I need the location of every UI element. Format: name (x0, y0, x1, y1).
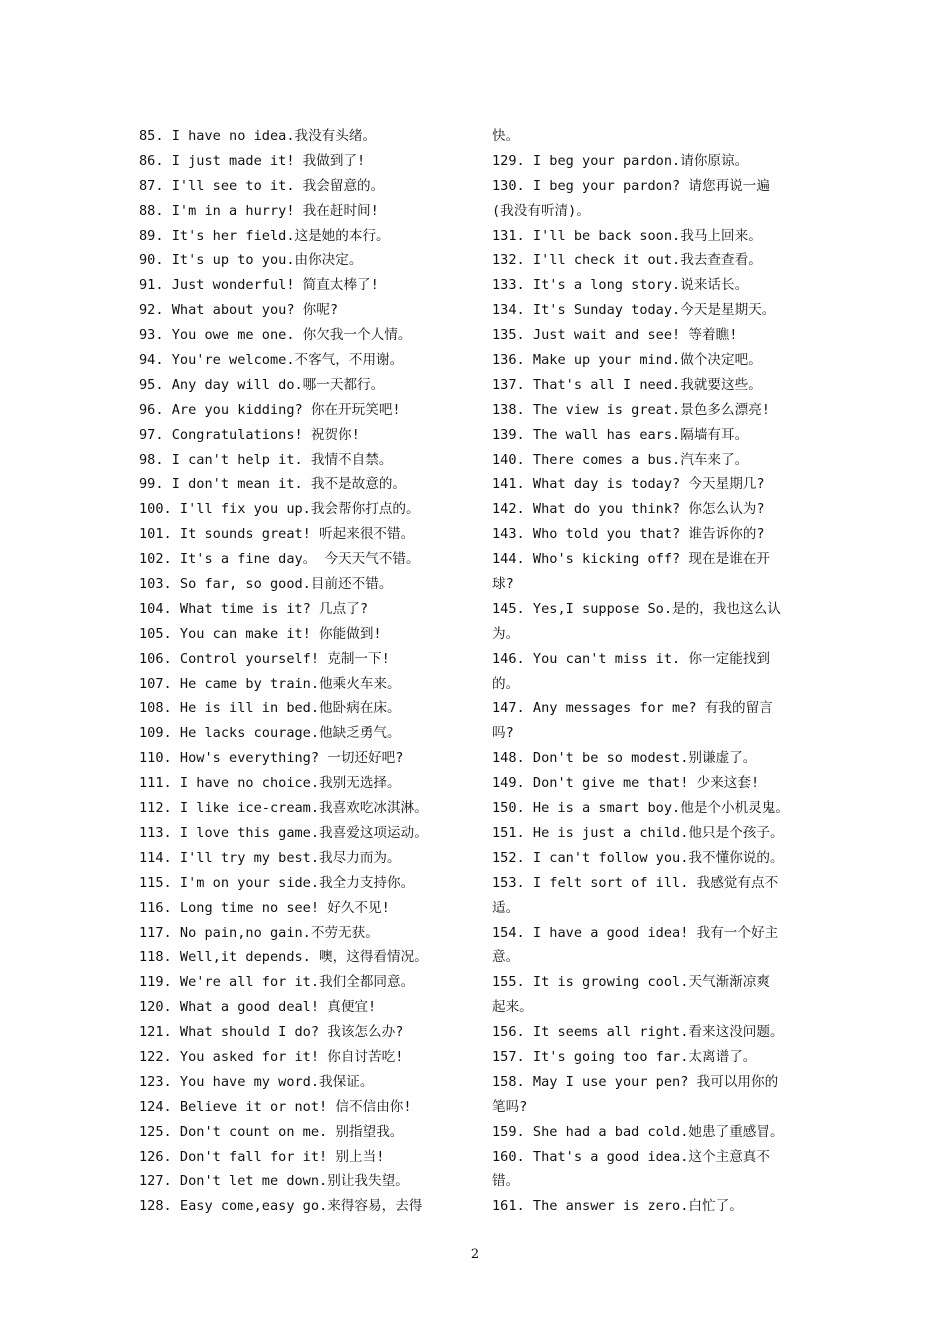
phrase-line: 120. What a good deal! 真便宜! (139, 999, 377, 1016)
phrase-line: 86. I just made it! 我做到了! (139, 152, 366, 169)
phrase-line: 为。 (492, 625, 520, 642)
phrase-line: 154. I have a good idea! 我有一个好主 (492, 924, 779, 941)
phrase-line: 91. Just wonderful! 简直太棒了! (139, 277, 379, 294)
page-number: 2 (470, 1247, 480, 1262)
phrase-line: 88. I'm in a hurry! 我在赶时间! (139, 202, 379, 219)
phrase-line: 97. Congratulations! 祝贺你! (139, 426, 360, 443)
phrase-line: (我没有听清)。 (492, 202, 590, 219)
phrase-line: 111. I have no choice.我别无选择。 (139, 775, 401, 792)
phrase-line: 131. I'll be back soon.我马上回来。 (492, 227, 762, 244)
phrase-line: 113. I love this game.我喜爱这项运动。 (139, 824, 428, 841)
phrase-line: 156. It seems all right.看来这没问题。 (492, 1024, 784, 1041)
phrase-line: 92. What about you? 你呢? (139, 302, 339, 319)
phrase-line: 122. You asked for it! 你自讨苦吃! (139, 1048, 404, 1065)
phrase-line: 114. I'll try my best.我尽力而为。 (139, 849, 401, 866)
phrase-line: 121. What should I do? 我该怎么办? (139, 1024, 404, 1041)
phrase-line: 快。 (492, 128, 520, 144)
phrase-line: 起来。 (492, 999, 533, 1016)
phrase-line: 148. Don't be so modest.别谦虚了。 (492, 750, 757, 767)
phrase-line: 吗? (492, 725, 514, 742)
phrase-line: 133. It's a long story.说来话长。 (492, 277, 749, 294)
phrase-line: 151. He is just a child.他只是个孩子。 (492, 824, 784, 841)
phrase-line: 145. Yes,I suppose So.是的，我也这么认 (492, 600, 781, 617)
phrase-line: 158. May I use your pen? 我可以用你的 (492, 1073, 779, 1090)
phrase-line: 105. You can make it! 你能做到! (139, 625, 382, 642)
phrase-line: 108. He is ill in bed.他卧病在床。 (139, 700, 401, 717)
phrase-line: 142. What do you think? 你怎么认为? (492, 501, 765, 518)
phrase-line: 117. No pain,no gain.不劳无获。 (139, 924, 379, 941)
phrase-line: 95. Any day will do.哪一天都行。 (139, 376, 385, 393)
phrase-line: 129. I beg your pardon.请你原谅。 (492, 152, 749, 169)
phrase-line: 140. There comes a bus.汽车来了。 (492, 451, 749, 468)
phrase-line: 155. It is growing cool.天气渐渐凉爽 (492, 974, 770, 991)
phrase-line: 116. Long time no see! 好久不见! (139, 899, 390, 916)
phrase-line: 143. Who told you that? 谁告诉你的? (492, 526, 765, 543)
phrase-line: 159. She had a bad cold.她患了重感冒。 (492, 1123, 784, 1140)
phrase-line: 124. Believe it or not! 信不信由你! (139, 1098, 412, 1115)
phrase-line: 135. Just wait and see! 等着瞧! (492, 327, 738, 344)
phrase-line: 160. That's a good idea.这个主意真不 (492, 1148, 770, 1165)
phrase-line: 119. We're all for it.我们全都同意。 (139, 974, 415, 991)
phrase-line: 104. What time is it? 几点了? (139, 600, 369, 617)
phrase-line: 94. You're welcome.不客气，不用谢。 (139, 352, 404, 369)
phrase-line: 85. I have no idea.我没有头绪。 (139, 128, 377, 144)
phrase-line: 适。 (492, 899, 520, 916)
phrase-line: 152. I can't follow you.我不懂你说的。 (492, 849, 784, 866)
phrase-line: 103. So far, so good.目前还不错。 (139, 576, 393, 593)
phrase-line: 130. I beg your pardon? 请您再说一遍 (492, 177, 770, 194)
phrase-line: 149. Don't give me that! 少来这套! (492, 775, 760, 792)
phrase-line: 意。 (492, 949, 520, 966)
phrase-line: 127. Don't let me down.别让我失望。 (139, 1173, 409, 1190)
phrase-line: 107. He came by train.他乘火车来。 (139, 675, 401, 692)
left-column (139, 124, 465, 1219)
phrase-line: 141. What day is today? 今天星期几? (492, 476, 765, 493)
right-column (492, 124, 818, 1219)
phrase-line: 118. Well,it depends. 噢，这得看情况。 (139, 949, 428, 966)
phrase-line: 错。 (492, 1173, 520, 1190)
phrase-line: 128. Easy come,easy go.来得容易，去得 (139, 1198, 423, 1215)
phrase-line: 153. I felt sort of ill. 我感觉有点不 (492, 874, 779, 891)
phrase-line: 136. Make up your mind.做个决定吧。 (492, 352, 762, 369)
phrase-line: 笔吗? (492, 1098, 528, 1115)
phrase-line: 150. He is a smart boy.他是个小机灵鬼。 (492, 800, 789, 817)
phrase-line: 90. It's up to you.由你决定。 (139, 252, 363, 269)
phrase-line: 139. The wall has ears.隔墙有耳。 (492, 426, 749, 443)
phrase-line: 球? (492, 576, 514, 593)
phrase-line: 89. It's her field.这是她的本行。 (139, 227, 390, 244)
phrase-line: 132. I'll check it out.我去查查看。 (492, 252, 762, 269)
phrase-line: 144. Who's kicking off? 现在是谁在开 (492, 551, 770, 568)
phrase-line: 147. Any messages for me? 有我的留言 (492, 700, 773, 717)
phrase-line: 87. I'll see to it. 我会留意的。 (139, 177, 385, 194)
phrase-line: 98. I can't help it. 我情不自禁。 (139, 451, 393, 468)
phrase-line: 146. You can't miss it. 你一定能找到 (492, 650, 770, 667)
phrase-line: 102. It's a fine day。 今天天气不错。 (139, 551, 420, 568)
phrase-line: 109. He lacks courage.他缺乏勇气。 (139, 725, 401, 742)
phrase-line: 99. I don't mean it. 我不是故意的。 (139, 476, 407, 493)
phrase-line: 115. I'm on your side.我全力支持你。 (139, 874, 415, 891)
phrase-line: 137. That's all I need.我就要这些。 (492, 376, 762, 393)
phrase-line: 125. Don't count on me. 别指望我。 (139, 1123, 404, 1140)
phrase-line: 101. It sounds great! 听起来很不错。 (139, 526, 415, 543)
phrase-line: 157. It's going too far.太离谱了。 (492, 1048, 757, 1065)
phrase-line: 106. Control yourself! 克制一下! (139, 650, 390, 667)
phrase-line: 138. The view is great.景色多么漂亮! (492, 401, 770, 418)
phrase-line: 134. It's Sunday today.今天是星期天。 (492, 302, 776, 319)
phrase-line: 的。 (492, 675, 520, 692)
phrase-line: 96. Are you kidding? 你在开玩笑吧! (139, 401, 401, 418)
phrase-line: 161. The answer is zero.白忙了。 (492, 1198, 743, 1215)
phrase-line: 93. You owe me one. 你欠我一个人情。 (139, 327, 412, 344)
phrase-line: 112. I like ice-cream.我喜欢吃冰淇淋。 (139, 800, 428, 817)
phrase-line: 126. Don't fall for it! 别上当! (139, 1148, 385, 1165)
phrase-line: 123. You have my word.我保证。 (139, 1073, 374, 1090)
phrase-line: 110. How's everything? 一切还好吧? (139, 750, 404, 767)
phrase-line: 100. I'll fix you up.我会帮你打点的。 (139, 501, 420, 518)
